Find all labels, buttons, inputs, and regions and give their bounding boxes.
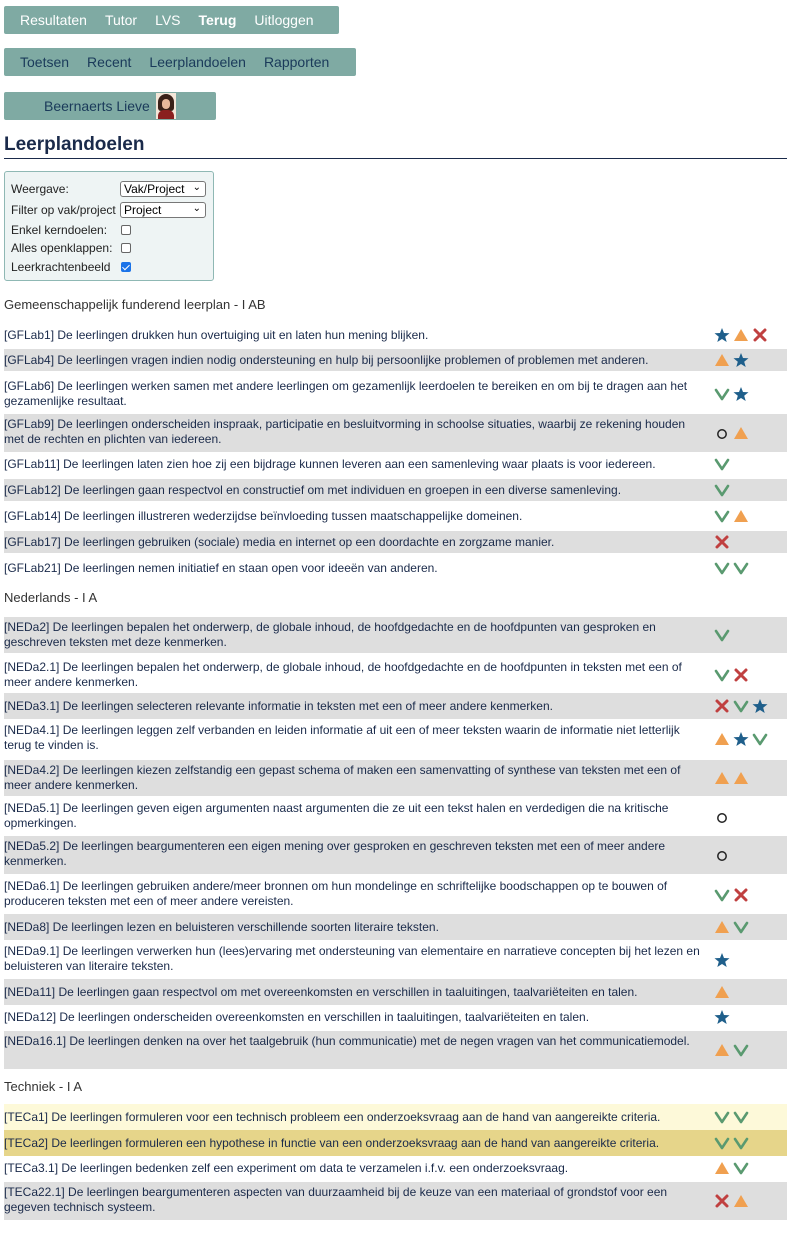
star-icon[interactable] (733, 731, 749, 747)
star-icon[interactable] (752, 698, 768, 714)
goal-row[interactable] (4, 720, 787, 758)
goal-row[interactable] (4, 914, 787, 940)
check-icon[interactable] (752, 731, 768, 747)
check-icon[interactable] (733, 1160, 749, 1176)
goal-row[interactable] (4, 479, 787, 501)
check-icon[interactable] (714, 508, 730, 524)
nav-toetsen[interactable]: Toetsen (20, 54, 70, 70)
goal-row[interactable] (4, 376, 787, 412)
weergave-value: Vak/Project (124, 182, 185, 196)
goal-row[interactable] (4, 693, 787, 719)
openklappen-checkbox[interactable] (121, 243, 131, 253)
filter-label: Filter op vak/project (11, 203, 116, 217)
evaluation-icons (714, 836, 730, 874)
nav-resultaten[interactable]: Resultaten (20, 12, 87, 28)
triangle-icon[interactable] (714, 731, 730, 747)
nav-leerplandoelen[interactable]: Leerplandoelen (149, 54, 246, 70)
goal-row[interactable] (4, 798, 787, 836)
goal-row[interactable] (4, 505, 787, 527)
goal-text: [NEDa6.1] De leerlingen gebruiken andere/meer bronnen om hun mondelinge en schriftelijke boodschappen op te bouwen of produceren teksten met een of meer andere vereisten. (4, 879, 668, 908)
evaluation-icons (714, 617, 730, 653)
goal-row[interactable] (4, 349, 787, 371)
user-name: Beernaerts Lieve (44, 98, 150, 114)
triangle-icon[interactable] (714, 984, 730, 1000)
leerkrachtenbeeld-checkbox[interactable] (121, 262, 131, 272)
goal-text: [NEDa11] De leerlingen gaan respectvol om met overeenkomsten en verschillen in taaluitingen, taalvariëteiten en talen. (4, 985, 638, 999)
evaluation-icons (714, 941, 730, 979)
goal-text: [GFLab21] De leerlingen nemen initiatief en staan open voor ideeën van anderen. (4, 561, 438, 575)
kerndoelen-checkbox[interactable] (121, 225, 131, 235)
check-icon[interactable] (714, 1109, 730, 1125)
goal-text: [NEDa9.1] De leerlingen verwerken hun (lees)ervaring met ondersteuning van elementaire en narratieve concepten bij het lezen en beluisteren van literaire teksten. (4, 944, 700, 973)
check-icon[interactable] (714, 456, 730, 472)
circle-icon[interactable] (714, 425, 730, 441)
secondary-nav (4, 48, 356, 76)
goal-text: [NEDa5.1] De leerlingen geven eigen argumenten naast argumenten die ze uit een tekst halen en verdedigen die na kritische opmerkingen. (4, 801, 669, 830)
nav-uitloggen[interactable]: Uitloggen (254, 12, 314, 28)
nav-terug[interactable]: Terug (198, 12, 237, 28)
goal-row[interactable] (4, 454, 787, 474)
evaluation-icons (714, 414, 749, 452)
goal-text: [NEDa5.2] De leerlingen beargumenteren een eigen mening over gesproken en geschreven teksten met een of meer andere kenmerken. (4, 839, 666, 868)
primary-nav (4, 6, 339, 34)
evaluation-icons (714, 693, 768, 719)
evaluation-icons (714, 914, 749, 940)
goal-row[interactable] (4, 325, 787, 345)
check-icon[interactable] (714, 560, 730, 576)
goal-row[interactable] (4, 557, 787, 579)
filter-value: Project (124, 203, 162, 217)
circle-icon[interactable] (714, 809, 730, 825)
goal-text: [GFLab12] De leerlingen gaan respectvol en constructief om met individuen en groepen in een diverse samenleving. (4, 483, 622, 497)
chevron-down-icon: ⌄ (192, 182, 201, 193)
evaluation-icons (714, 1104, 749, 1130)
cross-icon[interactable] (733, 667, 749, 683)
goal-row[interactable] (4, 657, 787, 693)
evaluation-icons (714, 376, 749, 412)
evaluation-icons (714, 1130, 749, 1156)
check-icon[interactable] (733, 1109, 749, 1125)
kerndoelen-label: Enkel kerndoelen: (11, 223, 108, 237)
goal-row[interactable] (4, 1005, 787, 1029)
goal-row[interactable] (4, 1130, 787, 1156)
evaluation-icons (714, 876, 749, 914)
star-icon[interactable] (714, 952, 730, 968)
section-title: Nederlands - I A (4, 590, 98, 605)
goal-text: [NEDa2.1] De leerlingen bepalen het onderwerp, de globale inhoud, de hoofdgedachte en de hoofdpunten in teksten met een of meer andere kenmerken. (4, 660, 682, 689)
goal-text: [GFLab17] De leerlingen gebruiken (sociale) media en internet op een doordachte en zorgzame manier. (4, 535, 555, 549)
goal-row[interactable] (4, 836, 787, 874)
evaluation-icons (714, 979, 730, 1005)
triangle-icon[interactable] (733, 425, 749, 441)
check-icon[interactable] (733, 560, 749, 576)
check-icon[interactable] (733, 698, 749, 714)
goal-text: [TECa22.1] De leerlingen beargumenteren aspecten van duurzaamheid bij de keuze van een materiaal of grondstof voor een gegeven technisch systeem. (4, 1185, 668, 1214)
circle-icon[interactable] (714, 847, 730, 863)
star-icon[interactable] (714, 1009, 730, 1025)
goal-row[interactable] (4, 1031, 787, 1069)
triangle-icon[interactable] (733, 1193, 749, 1209)
goal-text: [TECa3.1] De leerlingen bedenken zelf een experiment om data te verzamelen i.f.v. een onderzoeksvraag. (4, 1161, 569, 1175)
nav-rapporten[interactable]: Rapporten (263, 54, 330, 70)
openklappen-label: Alles openklappen: (11, 241, 113, 255)
evaluation-icons (714, 657, 749, 693)
goal-row[interactable] (4, 760, 787, 796)
goal-text: [NEDa8] De leerlingen lezen en beluisteren verschillende soorten literaire teksten. (4, 920, 439, 934)
goal-text: [TECa2] De leerlingen formuleren een hypothese in functie van een onderzoeksvraag aan de hand van aangereikte criteria. (4, 1136, 660, 1150)
star-icon[interactable] (733, 386, 749, 402)
evaluation-icons (714, 325, 768, 345)
cross-icon[interactable] (714, 534, 730, 550)
check-icon[interactable] (714, 667, 730, 683)
evaluation-icons (714, 760, 749, 796)
evaluation-icons (714, 479, 730, 501)
goal-text: [NEDa4.2] De leerlingen kiezen zelfstandig een gepast schema of maken een samenvatting of synthese van teksten met een of meer andere kenmerken. (4, 763, 681, 792)
goal-text: [GFLab11] De leerlingen laten zien hoe zij een bijdrage kunnen leveren aan een samenleving waar plaats is voor iedereen. (4, 457, 656, 471)
page-title: Leerplandoelen (4, 134, 145, 155)
triangle-icon[interactable] (733, 508, 749, 524)
triangle-icon[interactable] (733, 327, 749, 343)
check-icon[interactable] (714, 627, 730, 643)
goal-row[interactable] (4, 979, 787, 1005)
goal-row[interactable] (4, 1182, 787, 1220)
triangle-icon[interactable] (714, 770, 730, 786)
goal-row[interactable] (4, 941, 787, 979)
section-title: Techniek - I A (4, 1079, 83, 1094)
nav-lvs[interactable]: LVS (155, 12, 181, 28)
evaluation-icons (714, 798, 730, 836)
goal-row[interactable] (4, 1156, 787, 1180)
goal-row[interactable] (4, 617, 787, 653)
evaluation-icons (714, 1182, 749, 1220)
evaluation-icons (714, 454, 730, 474)
star-icon[interactable] (714, 327, 730, 343)
goal-text: [NEDa2] De leerlingen bepalen het onderwerp, de globale inhoud, de hoofdgedachte en de hoofdpunten van gesproken en geschreven teksten met deze kenmerken. (4, 620, 656, 649)
goal-text: [TECa1] De leerlingen formuleren voor een technisch probleem een onderzoeksvraag aan de hand van aangereikte criteria. (4, 1110, 661, 1124)
triangle-icon[interactable] (714, 352, 730, 368)
cross-icon[interactable] (733, 887, 749, 903)
goal-text: [GFLab4] De leerlingen vragen indien nodig ondersteuning en hulp bij persoonlijke problemen of problemen met anderen. (4, 353, 649, 367)
triangle-icon[interactable] (714, 1160, 730, 1176)
goal-row[interactable] (4, 1104, 787, 1130)
goal-row[interactable] (4, 531, 787, 553)
weergave-label: Weergave: (11, 182, 69, 196)
star-icon[interactable] (733, 352, 749, 368)
evaluation-icons (714, 1156, 749, 1180)
goal-text: [GFLab9] De leerlingen onderscheiden inspraak, participatie en besluitvorming in schoolse situaties, waarbij ze rekening houden met de rechten en plichten van iedereen. (4, 417, 686, 446)
check-icon[interactable] (714, 1135, 730, 1151)
chevron-down-icon: ⌄ (192, 203, 201, 214)
nav-recent[interactable]: Recent (87, 54, 132, 70)
filter-panel (4, 171, 214, 281)
evaluation-icons (714, 1005, 730, 1029)
evaluation-icons (714, 557, 749, 579)
goal-text: [GFLab6] De leerlingen werken samen met andere leerlingen om gezamenlijk leerdoelen te bereiken en om bij te dragen aan het gezamenlijke resultaat. (4, 379, 688, 408)
cross-icon[interactable] (714, 1193, 730, 1209)
avatar (156, 93, 176, 119)
check-icon[interactable] (714, 482, 730, 498)
filter-select[interactable] (120, 202, 206, 218)
check-icon[interactable] (714, 887, 730, 903)
cross-icon[interactable] (714, 698, 730, 714)
goal-text: [GFLab14] De leerlingen illustreren wederzijdse beïnvloeding tussen maatschappelijke domeinen. (4, 509, 523, 523)
triangle-icon[interactable] (733, 770, 749, 786)
weergave-select[interactable] (120, 181, 206, 197)
leerkrachtenbeeld-label: Leerkrachtenbeeld (11, 260, 111, 274)
title-divider (4, 158, 787, 159)
check-icon[interactable] (733, 919, 749, 935)
check-icon[interactable] (733, 1135, 749, 1151)
cross-icon[interactable] (752, 327, 768, 343)
nav-tutor[interactable]: Tutor (104, 12, 138, 28)
user-bar[interactable] (4, 92, 216, 120)
triangle-icon[interactable] (714, 1042, 730, 1058)
goal-text: [NEDa16.1] De leerlingen denken na over het taalgebruik (hun communicatie) met de negen vragen van het communicatiemodel. (4, 1034, 690, 1048)
evaluation-icons (714, 531, 730, 553)
evaluation-icons (714, 720, 768, 758)
goal-row[interactable] (4, 414, 787, 452)
check-icon[interactable] (714, 386, 730, 402)
triangle-icon[interactable] (714, 919, 730, 935)
section-title: Gemeenschappelijk funderend leerplan - I AB (4, 297, 266, 312)
evaluation-icons (714, 349, 749, 371)
goal-text: [NEDa3.1] De leerlingen selecteren relevante informatie in teksten met een of meer andere kenmerken. (4, 699, 553, 713)
check-icon[interactable] (733, 1042, 749, 1058)
goal-row[interactable] (4, 876, 787, 914)
evaluation-icons (714, 1031, 749, 1069)
goal-text: [NEDa4.1] De leerlingen leggen zelf verbanden en leiden informatie af uit een of meer teksten waarin de informatie niet letterlijk terug te vinden is. (4, 723, 680, 752)
goal-text: [NEDa12] De leerlingen onderscheiden overeenkomsten en verschillen in taaluitingen, taalvariëteiten en talen. (4, 1010, 590, 1024)
evaluation-icons (714, 505, 749, 527)
goal-text: [GFLab1] De leerlingen drukken hun overtuiging uit en laten hun mening blijken. (4, 328, 429, 342)
